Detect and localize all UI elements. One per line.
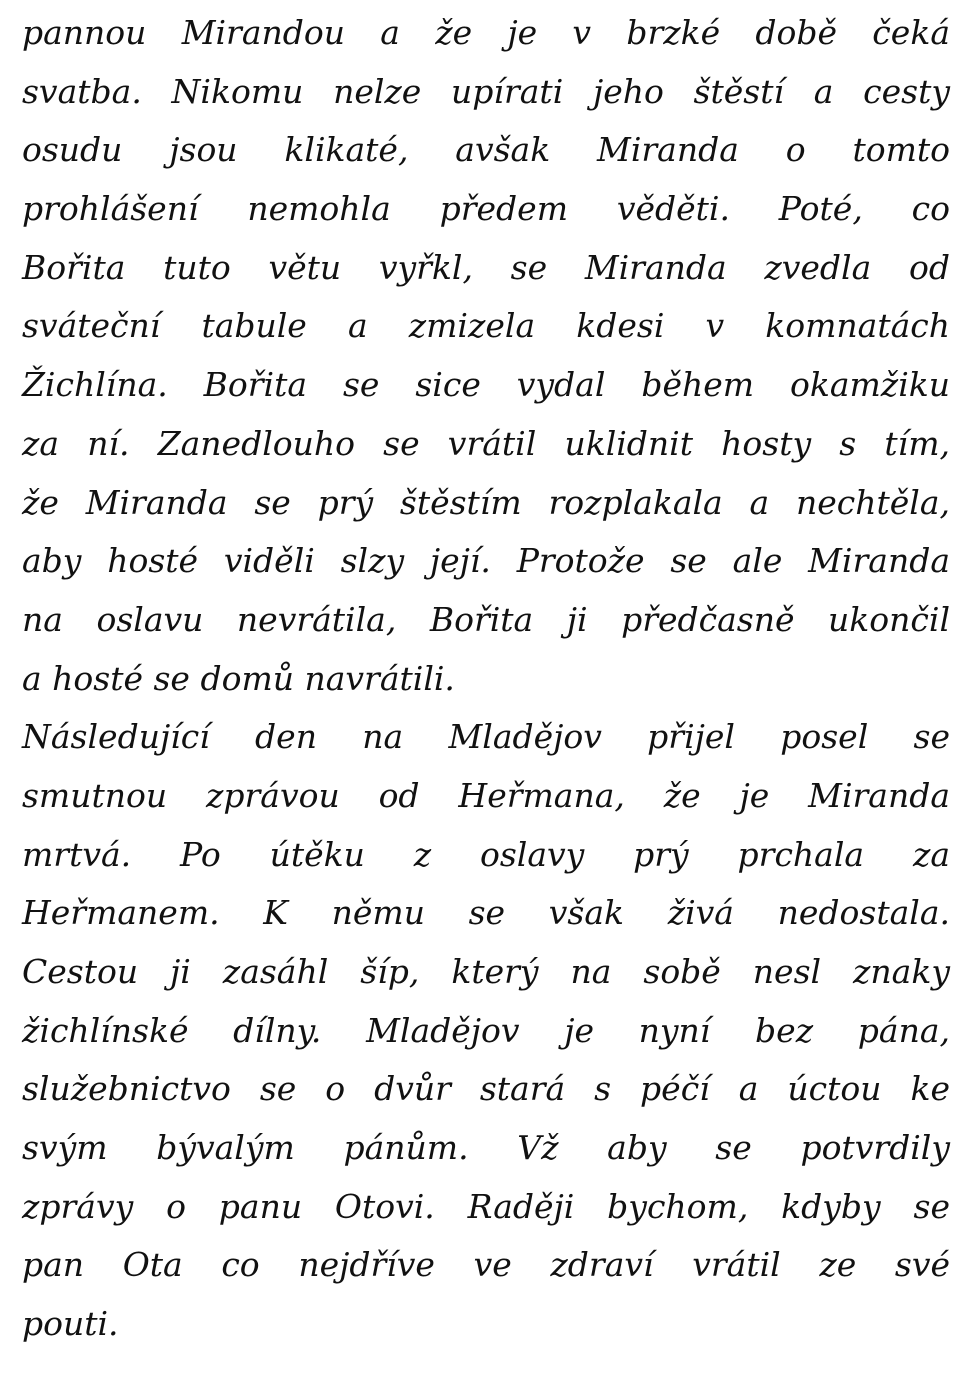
text-line: žichlínské dílny. Mladějov je nyní bez pána, — [22, 1010, 950, 1050]
text-line: sváteční tabule a zmizela kdesi v komnatách — [22, 306, 950, 346]
text-line: Bořita tuto větu vyřkl, se Miranda zvedla od — [22, 247, 950, 287]
text-line: mrtvá. Po útěku z oslavy prý prchala za — [22, 834, 950, 874]
text-line: aby hosté viděli slzy její. Protože se ale Miranda — [22, 541, 950, 581]
text-line: Heřmanem. K němu se však živá nedostala. — [22, 893, 950, 933]
text-line: za ní. Zanedlouho se vrátil uklidnit hosty s tím, — [22, 423, 950, 463]
text-line: pannou Mirandou a že je v brzké době čeká — [22, 13, 950, 52]
text-line: svým bývalým pánům. Vž aby se potvrdily — [22, 1128, 950, 1168]
paragraph-1 — [22, 4, 950, 708]
text-line: osudu jsou klikaté, avšak Miranda o tomto — [22, 130, 950, 170]
text-line: služebnictvo se o dvůr stará s péčí a úctou ke — [22, 1069, 950, 1109]
text-line: na oslavu nevrátila, Bořita ji předčasně ukončil — [22, 599, 950, 639]
paragraph-2 — [22, 708, 950, 1354]
text-line: pouti. — [22, 1304, 119, 1344]
text-line: a hosté se domů navrátili. — [22, 658, 455, 698]
text-line: Cestou ji zasáhl šíp, který na sobě nesl znaky — [22, 952, 950, 991]
text-line: že Miranda se prý štěstím rozplakala a nechtěla, — [22, 482, 950, 522]
text-line: Následující den na Mladějov přijel posel se — [22, 717, 950, 757]
text-line: pan Ota co nejdříve ve zdraví vrátil ze své — [22, 1245, 950, 1285]
text-line: Žichlína. Bořita se sice vydal během okamžiku — [22, 365, 950, 405]
text-line: smutnou zprávou od Heřmana, že je Miranda — [22, 775, 950, 815]
text-line: svatba. Nikomu nelze upírati jeho štěstí a cesty — [22, 71, 950, 111]
text-line: zprávy o panu Otovi. Raději bychom, kdyby se — [22, 1186, 950, 1226]
text-line: prohlášení nemohla předem věděti. Poté, co — [22, 189, 950, 229]
